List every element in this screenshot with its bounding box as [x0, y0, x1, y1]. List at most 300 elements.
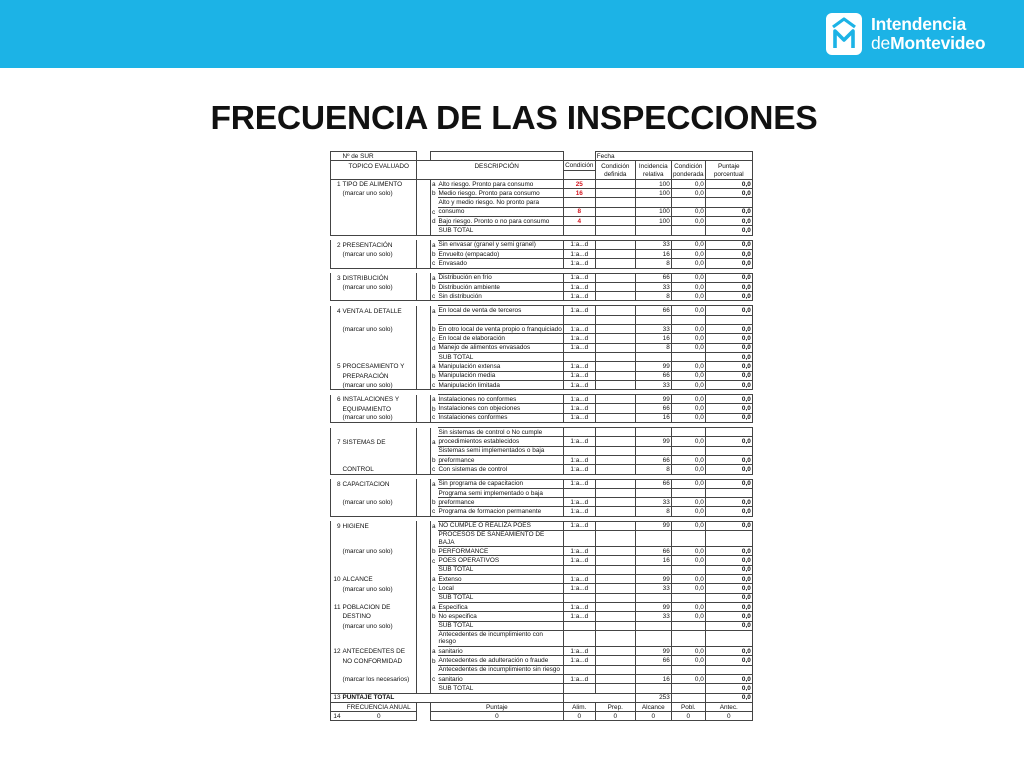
- item-number: [331, 413, 342, 422]
- option-letter: [431, 352, 438, 361]
- topic-cell: [342, 630, 417, 646]
- percent-score-cell: [705, 488, 752, 497]
- item-number: [331, 621, 342, 630]
- spacer-cell: [417, 240, 431, 249]
- weighted-condition-cell: 0,0: [671, 249, 705, 258]
- topic-cell: DESTINO: [342, 612, 417, 621]
- item-number: 7: [331, 437, 342, 446]
- spacer-cell: [417, 413, 431, 422]
- weighted-condition-cell: 0,0: [671, 179, 705, 188]
- defined-condition-cell: [595, 612, 635, 621]
- item-number: 5: [331, 362, 342, 371]
- item-number: [331, 249, 342, 258]
- spacer-cell: [417, 404, 431, 413]
- topic-cell: [342, 455, 417, 464]
- defined-condition-cell: [595, 584, 635, 593]
- table-row: [331, 656, 753, 665]
- header-puntaje: Puntaje: [705, 161, 752, 170]
- subtotal-row: [331, 352, 753, 361]
- table-row: [331, 217, 753, 226]
- spacer-cell: [417, 273, 431, 282]
- defined-condition-cell: [595, 630, 635, 646]
- relative-incidence-cell: [635, 352, 671, 361]
- weighted-condition-cell: [671, 488, 705, 497]
- description-cell: No especifica: [438, 612, 564, 621]
- option-letter: a: [432, 181, 436, 189]
- weighted-condition-cell: 0,0: [671, 647, 705, 656]
- spacer-cell: [417, 602, 431, 611]
- intendencia-logo[interactable]: [826, 12, 985, 56]
- percent-score-cell: 0,0: [705, 584, 752, 593]
- description-cell: Sin programa de capacitacion: [438, 479, 564, 488]
- percent-score-cell: 0,0: [705, 217, 752, 226]
- weighted-condition-cell: 0,0: [671, 465, 705, 474]
- description-cell: Alto y medio riesgo. No pronto para: [438, 198, 564, 207]
- topic-cell: [342, 292, 417, 301]
- relative-incidence-cell: 8: [635, 507, 671, 516]
- relative-incidence-cell: 33: [635, 325, 671, 334]
- percent-score-cell: 0,0: [705, 226, 752, 235]
- spacer-cell: [417, 684, 431, 693]
- weighted-condition-cell: 0,0: [671, 479, 705, 488]
- defined-condition-cell: [595, 292, 635, 301]
- spacer-cell: [417, 465, 431, 474]
- relative-incidence-cell: 16: [635, 334, 671, 343]
- condition-cell: [563, 684, 595, 693]
- option-letter: a: [432, 576, 436, 584]
- description-cell: Manipulación media: [438, 371, 564, 380]
- item-number: [331, 455, 342, 464]
- option-letter: [431, 315, 438, 324]
- defined-condition-cell: [595, 575, 635, 584]
- item-number: 10: [331, 575, 342, 584]
- defined-condition-cell: [595, 479, 635, 488]
- topic-cell: ANTECEDENTES DE: [342, 647, 417, 656]
- description-cell: sanitario: [438, 674, 564, 683]
- defined-condition-cell: [595, 547, 635, 556]
- topic-cell: [342, 684, 417, 693]
- spacer-cell: [417, 656, 431, 665]
- weighted-condition-cell: 0,0: [671, 362, 705, 371]
- condition-cell: 1:a...d: [563, 249, 595, 258]
- annual-frequency-label: FRECUENCIA ANUAL: [342, 702, 417, 711]
- description-cell: Sistemas semi implementados o baja: [438, 446, 564, 455]
- relative-incidence-cell: 33: [635, 282, 671, 291]
- description-cell: Instalaciones con objeciones: [438, 404, 564, 413]
- description-cell: consumo: [438, 207, 564, 216]
- subtotal-row: [331, 226, 753, 235]
- item-number: [331, 612, 342, 621]
- spacer-cell: [417, 217, 431, 226]
- condition-cell: 1:a...d: [563, 273, 595, 282]
- logo-line-1: Intendencia: [871, 14, 967, 34]
- condition-cell: 1:a...d: [563, 656, 595, 665]
- weighted-condition-cell: 0,0: [671, 380, 705, 389]
- weighted-condition-cell: 0,0: [671, 334, 705, 343]
- percent-score-cell: 0,0: [705, 334, 752, 343]
- table-row: [331, 498, 753, 507]
- condition-cell: 1:a...d: [563, 325, 595, 334]
- condition-cell: [563, 488, 595, 497]
- option-letter: [431, 621, 438, 630]
- option-letter: d: [432, 218, 436, 226]
- defined-condition-cell: [595, 593, 635, 602]
- spacer-cell: [417, 198, 431, 207]
- option-letter: [431, 488, 438, 497]
- weighted-condition-cell: 0,0: [671, 282, 705, 291]
- option-letter: b: [432, 284, 436, 292]
- option-letter: [431, 665, 438, 674]
- percent-score-cell: 0,0: [705, 547, 752, 556]
- topic-cell: [342, 259, 417, 268]
- item-number: 4: [331, 306, 342, 315]
- option-letter: [431, 684, 438, 693]
- topic-cell: ALCANCE: [342, 575, 417, 584]
- item-number: [331, 198, 342, 207]
- defined-condition-cell: [595, 282, 635, 291]
- percent-score-cell: 0,0: [705, 259, 752, 268]
- item-number: [331, 488, 342, 497]
- relative-incidence-cell: 66: [635, 455, 671, 464]
- relative-incidence-cell: [635, 198, 671, 207]
- condition-cell: 1:a...d: [563, 334, 595, 343]
- condition-cell: [563, 665, 595, 674]
- weighted-condition-cell: 0,0: [671, 240, 705, 249]
- option-letter: c: [431, 380, 438, 389]
- description-cell: Manipulación extensa: [438, 362, 564, 371]
- percent-score-cell: 0,0: [705, 479, 752, 488]
- item-number: [331, 498, 342, 507]
- option-letter: c: [431, 507, 438, 516]
- item-number: [331, 343, 342, 352]
- table-row: [331, 334, 753, 343]
- condition-cell: [563, 446, 595, 455]
- condition-cell: [563, 565, 595, 574]
- page-title: FRECUENCIA DE LAS INSPECCIONES: [210, 100, 818, 137]
- relative-incidence-cell: [635, 621, 671, 630]
- header-row: [331, 161, 753, 170]
- spacer-cell: [417, 371, 431, 380]
- percent-score-cell: 0,0: [705, 602, 752, 611]
- relative-incidence-cell: 33: [635, 612, 671, 621]
- table-row: [331, 259, 753, 268]
- description-cell: preformance: [438, 455, 564, 464]
- defined-condition-cell: [595, 647, 635, 656]
- description-cell: Instalaciones no conformes: [438, 395, 564, 404]
- item-number: [331, 189, 342, 198]
- header-cond-ponderada-2: ponderada: [673, 171, 704, 179]
- option-letter: c: [431, 413, 438, 422]
- relative-incidence-cell: 33: [635, 380, 671, 389]
- spacer-cell: [417, 380, 431, 389]
- weighted-condition-cell: 0,0: [671, 371, 705, 380]
- condition-cell: 1:a...d: [563, 282, 595, 291]
- percent-score-cell: 0,0: [705, 249, 752, 258]
- relative-incidence-cell: [635, 565, 671, 574]
- item-number: 2: [331, 240, 342, 249]
- relative-incidence-cell: 100: [635, 189, 671, 198]
- logo-mark-icon: [826, 13, 862, 55]
- description-cell: Bajo riesgo. Pronto o no para consumo: [438, 217, 564, 226]
- weighted-condition-cell: 0,0: [671, 547, 705, 556]
- topic-cell: VENTA AL DETALLE: [342, 306, 417, 315]
- item-number: [331, 207, 342, 216]
- weighted-condition-cell: 0,0: [671, 306, 705, 315]
- topic-cell: PRESENTACIÓN: [342, 240, 417, 249]
- table-row: [331, 273, 753, 282]
- condition-cell: [563, 630, 595, 646]
- defined-condition-cell: [595, 498, 635, 507]
- relative-incidence-cell: [635, 593, 671, 602]
- percent-score-cell: 0,0: [705, 565, 752, 574]
- condition-cell: 1:a...d: [563, 362, 595, 371]
- spacer-cell: [417, 226, 431, 235]
- topic-cell: [342, 226, 417, 235]
- table-row: [331, 428, 753, 437]
- spacer-cell: [417, 446, 431, 455]
- topic-cell: [342, 488, 417, 497]
- option-letter: a: [432, 480, 436, 488]
- condition-cell: [563, 198, 595, 207]
- relative-incidence-cell: 99: [635, 362, 671, 371]
- weighted-condition-cell: 0,0: [671, 413, 705, 422]
- spacer-cell: [417, 343, 431, 352]
- condition-cell: 1:a...d: [563, 602, 595, 611]
- spacer-cell: [417, 428, 431, 437]
- spacer-cell: [417, 152, 431, 161]
- table-row: [331, 282, 753, 291]
- option-letter: b: [432, 457, 436, 465]
- spacer-cell: [417, 352, 431, 361]
- item-number: [331, 556, 342, 565]
- weighted-condition-cell: 0,0: [671, 292, 705, 301]
- logo-line-2: deMontevideo: [871, 33, 986, 53]
- header-condicion: Condición: [565, 162, 594, 169]
- spacer-cell: [417, 249, 431, 258]
- defined-condition-cell: [595, 530, 635, 546]
- defined-condition-cell: [595, 465, 635, 474]
- defined-condition-cell: [595, 198, 635, 207]
- weighted-condition-cell: [671, 198, 705, 207]
- condition-cell: [563, 621, 595, 630]
- description-cell: Antecedentes de adulteración o fraude: [438, 656, 564, 665]
- spacer-cell: [417, 565, 431, 574]
- defined-condition-cell: [595, 521, 635, 530]
- percent-score-cell: 0,0: [705, 674, 752, 683]
- description-cell: Manipulación limitada: [438, 380, 564, 389]
- header-cond-definida: Condición: [595, 161, 635, 170]
- header-puntaje-2: porcentual: [705, 170, 752, 179]
- item-number: [331, 371, 342, 380]
- relative-incidence-cell: [635, 446, 671, 455]
- option-letter: c: [431, 584, 438, 593]
- topic-cell: PREPARACIÓN: [342, 371, 417, 380]
- description-cell: Medio riesgo. Pronto para consumo: [438, 189, 564, 198]
- defined-condition-cell: [595, 507, 635, 516]
- percent-score-cell: 0,0: [705, 404, 752, 413]
- option-letter: b: [432, 251, 436, 259]
- weighted-condition-cell: 0,0: [671, 217, 705, 226]
- condition-cell: 1:a...d: [563, 292, 595, 301]
- item-number: 1: [331, 179, 342, 188]
- spacer-cell: [417, 621, 431, 630]
- freq-value: 0: [342, 712, 417, 721]
- header-topico: TOPICO EVALUADO: [342, 161, 417, 170]
- relative-incidence-cell: 66: [635, 306, 671, 315]
- condition-cell: 1:a...d: [563, 674, 595, 683]
- defined-condition-cell: [595, 684, 635, 693]
- defined-condition-cell: [595, 656, 635, 665]
- freq-alcance-label: Alcance: [635, 702, 671, 711]
- spacer-cell: [417, 575, 431, 584]
- description-cell: En otro local de venta propio o franquiciado: [438, 325, 562, 333]
- defined-condition-cell: [595, 556, 635, 565]
- header-cond-definida-2: definida: [595, 170, 635, 179]
- table-row: [331, 575, 753, 584]
- item-number: [331, 217, 342, 226]
- subtotal-row: [331, 621, 753, 630]
- topic-cell: DISTRIBUCIÓN: [342, 273, 417, 282]
- percent-score-cell: 0,0: [705, 437, 752, 446]
- description-cell: Envasado: [438, 259, 564, 268]
- header-cell: [417, 170, 431, 179]
- item-number: 8: [331, 479, 342, 488]
- spacer-cell: [563, 152, 595, 161]
- table-row: [331, 380, 753, 389]
- spacer-cell: [417, 702, 431, 711]
- percent-score-cell: 0,0: [705, 362, 752, 371]
- topic-cell: [342, 530, 417, 546]
- relative-incidence-cell: 16: [635, 413, 671, 422]
- freq-antec-value: 0: [705, 712, 752, 721]
- topic-cell: (marcar uno solo): [342, 621, 417, 630]
- relative-incidence-cell: 16: [635, 556, 671, 565]
- condition-cell: 16: [563, 189, 595, 198]
- defined-condition-cell: [595, 446, 635, 455]
- description-cell: Instalaciones conformes: [438, 413, 564, 422]
- item-number: [331, 656, 342, 665]
- weighted-condition-cell: [671, 684, 705, 693]
- table-row: [331, 306, 753, 315]
- table-row: [331, 325, 753, 334]
- frequency-header-row: [331, 702, 753, 711]
- item-number: 6: [331, 395, 342, 404]
- topic-cell: [342, 217, 417, 226]
- percent-score-cell: 0,0: [705, 189, 752, 198]
- spacer-cell: [417, 362, 431, 371]
- item-number: [331, 282, 342, 291]
- weighted-condition-cell: 0,0: [671, 189, 705, 198]
- table-row: [331, 584, 753, 593]
- relative-incidence-cell: 16: [635, 249, 671, 258]
- condition-cell: [563, 352, 595, 361]
- defined-condition-cell: [595, 259, 635, 268]
- percent-score-cell: 0,0: [705, 325, 752, 334]
- percent-score-cell: 0,0: [705, 593, 752, 602]
- spacer-cell: [417, 455, 431, 464]
- percent-score-cell: 0,0: [705, 179, 752, 188]
- description-cell: Envuelto (empacado): [438, 249, 564, 258]
- subtotal-row: [331, 593, 753, 602]
- relative-incidence-cell: [635, 684, 671, 693]
- relative-incidence-cell: 100: [635, 217, 671, 226]
- weighted-condition-cell: [671, 446, 705, 455]
- sur-label: Nº de SUR: [342, 152, 417, 161]
- spacer-cell: [417, 488, 431, 497]
- condition-cell: [563, 530, 595, 546]
- description-cell: Sin distribución: [438, 292, 564, 301]
- weighted-condition-cell: 0,0: [671, 584, 705, 593]
- item-number: [331, 315, 342, 324]
- condition-cell: 1:a...d: [563, 547, 595, 556]
- description-cell: [438, 315, 564, 324]
- percent-score-cell: 0,0: [705, 498, 752, 507]
- condition-cell: 1:a...d: [563, 240, 595, 249]
- topic-cell: [342, 507, 417, 516]
- percent-score-cell: 0,0: [705, 306, 752, 315]
- table-row: [331, 292, 753, 301]
- condition-cell: [563, 593, 595, 602]
- header-cell: [331, 170, 342, 179]
- item-number: [331, 674, 342, 683]
- relative-incidence-cell: [635, 226, 671, 235]
- description-cell: PROCESOS DE SANEAMIENTO DE BAJA: [438, 530, 564, 546]
- relative-incidence-cell: 100: [635, 179, 671, 188]
- option-letter: c: [431, 292, 438, 301]
- percent-score-cell: 0,0: [705, 207, 752, 216]
- table-row: [331, 249, 753, 258]
- percent-score-cell: 0,0: [705, 282, 752, 291]
- freq-prep-label: Prep.: [595, 702, 635, 711]
- header-cell: [417, 161, 431, 170]
- freq-number: 14: [331, 712, 342, 721]
- percent-score-cell: [705, 315, 752, 324]
- weighted-condition-cell: [671, 665, 705, 674]
- option-letter: a: [432, 307, 436, 315]
- topic-cell: [342, 207, 417, 216]
- percent-score-cell: 0,0: [705, 292, 752, 301]
- table-row: [331, 479, 753, 488]
- defined-condition-cell: [595, 217, 635, 226]
- defined-condition-cell: [595, 249, 635, 258]
- description-cell: Extenso: [438, 575, 564, 584]
- defined-condition-cell: [595, 404, 635, 413]
- percent-score-cell: 0,0: [705, 656, 752, 665]
- topic-cell: [342, 352, 417, 361]
- condition-cell: 1:a...d: [563, 575, 595, 584]
- item-number: 9: [331, 521, 342, 530]
- table-row: [331, 507, 753, 516]
- topic-cell: (marcar uno solo): [342, 325, 417, 334]
- total-row: [331, 693, 753, 702]
- relative-incidence-cell: 16: [635, 674, 671, 683]
- condition-cell: 1:a...d: [563, 395, 595, 404]
- weighted-condition-cell: 0,0: [671, 259, 705, 268]
- relative-incidence-cell: [635, 665, 671, 674]
- percent-score-cell: [705, 630, 752, 646]
- relative-incidence-cell: 66: [635, 547, 671, 556]
- freq-puntaje-value: 0: [431, 712, 564, 721]
- spacer-cell: [417, 556, 431, 565]
- relative-incidence-cell: 66: [635, 371, 671, 380]
- condition-cell: [563, 315, 595, 324]
- table-row: [331, 547, 753, 556]
- weighted-condition-cell: 0,0: [671, 612, 705, 621]
- topic-cell: NO CONFORMIDAD: [342, 656, 417, 665]
- spacer-cell: [417, 507, 431, 516]
- relative-incidence-cell: 66: [635, 479, 671, 488]
- relative-incidence-cell: 100: [635, 207, 671, 216]
